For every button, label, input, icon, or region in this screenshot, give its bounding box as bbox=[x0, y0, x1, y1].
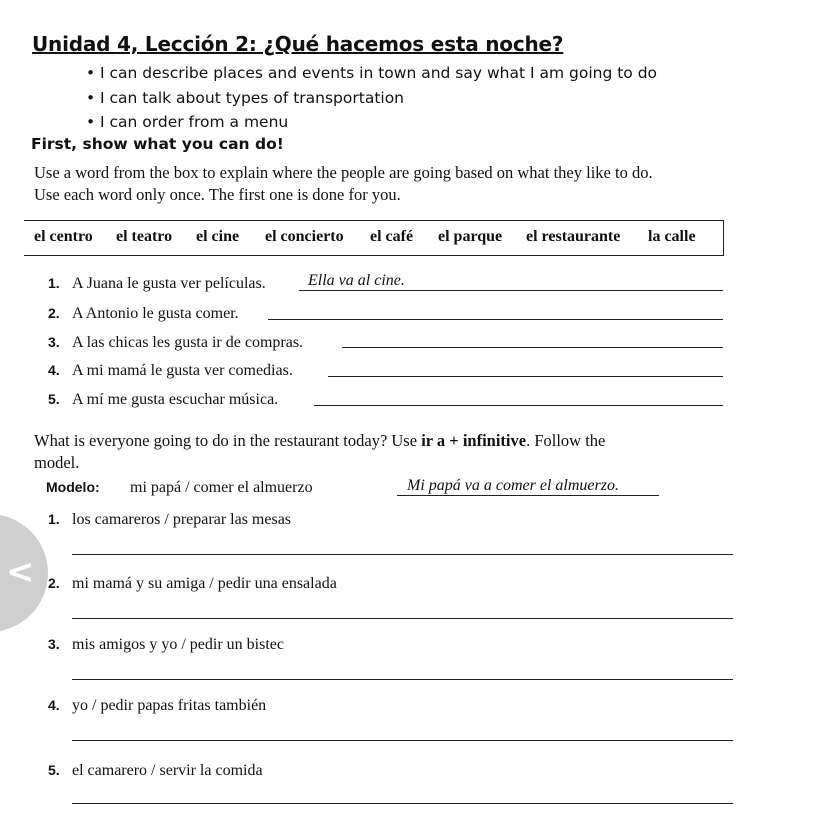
item-number: 5. bbox=[48, 391, 60, 407]
page-title: Unidad 4, Lección 2: ¿Qué hacemos esta noche? bbox=[32, 32, 564, 56]
item-text: mis amigos y yo / pedir un bistec bbox=[72, 636, 284, 653]
instructions-bold: ir a + infinitive bbox=[421, 431, 527, 450]
goal-text: I can order from a menu bbox=[100, 113, 289, 131]
model-row bbox=[46, 479, 313, 497]
list-item bbox=[48, 636, 284, 654]
list-item bbox=[48, 275, 266, 293]
word-box-item: el café bbox=[370, 228, 414, 245]
answer-line[interactable] bbox=[328, 376, 723, 377]
answer-line[interactable] bbox=[72, 679, 733, 680]
answer-text: Ella va al cine. bbox=[308, 272, 405, 289]
item-number: 3. bbox=[48, 636, 60, 652]
answer-line[interactable] bbox=[342, 347, 723, 348]
item-number: 2. bbox=[48, 575, 60, 591]
model-answer: Mi papá va a comer el almuerzo. bbox=[407, 477, 619, 494]
instructions-text: . Follow the model. bbox=[34, 431, 606, 472]
list-item bbox=[48, 362, 293, 380]
item-text: yo / pedir papas fritas también bbox=[72, 697, 267, 714]
item-text: A mí me gusta escuchar música. bbox=[72, 391, 279, 408]
chevron-left-icon[interactable]: < bbox=[6, 552, 35, 592]
goal-text: I can describe places and events in town and say what I am going to do bbox=[100, 64, 658, 82]
item-text: el camarero / servir la comida bbox=[72, 762, 263, 779]
word-box-item: el parque bbox=[438, 228, 503, 245]
item-number: 4. bbox=[48, 362, 60, 378]
list-item bbox=[48, 762, 263, 780]
first-heading: First, show what you can do! bbox=[31, 135, 284, 153]
list-item bbox=[48, 391, 278, 409]
list-item bbox=[48, 697, 266, 715]
word-box-item: el restaurante bbox=[526, 228, 621, 245]
word-box-item: el cine bbox=[196, 228, 240, 245]
list-item bbox=[48, 334, 303, 352]
answer-line[interactable] bbox=[72, 803, 733, 804]
goal-item: • I can talk about types of transportation bbox=[86, 89, 405, 107]
answer-line[interactable] bbox=[299, 290, 723, 291]
goal-text: I can talk about types of transportation bbox=[100, 89, 405, 107]
item-text: A las chicas les gusta ir de compras. bbox=[72, 334, 304, 351]
item-text: los camareros / preparar las mesas bbox=[72, 511, 292, 528]
item-number: 1. bbox=[48, 511, 60, 527]
section1-instructions: Use a word from the box to explain where the people are going based on what they like to do. Use each word only once. The first one is done for you. bbox=[34, 163, 653, 204]
item-number: 3. bbox=[48, 334, 60, 350]
answer-line[interactable] bbox=[72, 740, 733, 741]
word-box-item: la calle bbox=[648, 228, 696, 245]
goal-item: • I can describe places and events in town and say what I am going to do bbox=[86, 64, 658, 82]
item-text: A Juana le gusta ver películas. bbox=[72, 275, 266, 292]
answer-line[interactable] bbox=[314, 405, 723, 406]
answer-line[interactable] bbox=[268, 319, 723, 320]
item-number: 5. bbox=[48, 762, 60, 778]
answer-line bbox=[397, 495, 659, 496]
word-box-item: el concierto bbox=[265, 228, 344, 245]
list-item bbox=[48, 575, 337, 593]
section2-instructions bbox=[34, 430, 654, 474]
word-box-item: el centro bbox=[34, 228, 93, 245]
list-item bbox=[48, 511, 291, 529]
item-number: 2. bbox=[48, 305, 60, 321]
item-number: 4. bbox=[48, 697, 60, 713]
model-label: Modelo: bbox=[46, 479, 100, 495]
item-text: mi mamá y su amiga / pedir una ensalada bbox=[72, 575, 337, 592]
word-box-item: el teatro bbox=[116, 228, 173, 245]
answer-line[interactable] bbox=[72, 554, 733, 555]
item-text: A mi mamá le gusta ver comedias. bbox=[72, 362, 293, 379]
item-number: 1. bbox=[48, 275, 60, 291]
instructions-text: What is everyone going to do in the restaurant today? Use bbox=[34, 431, 422, 450]
item-text: A Antonio le gusta comer. bbox=[72, 305, 239, 322]
list-item bbox=[48, 305, 239, 323]
word-box bbox=[24, 220, 724, 256]
answer-line[interactable] bbox=[72, 618, 733, 619]
goal-item: • I can order from a menu bbox=[86, 113, 289, 131]
model-prompt: mi papá / comer el almuerzo bbox=[130, 479, 313, 496]
